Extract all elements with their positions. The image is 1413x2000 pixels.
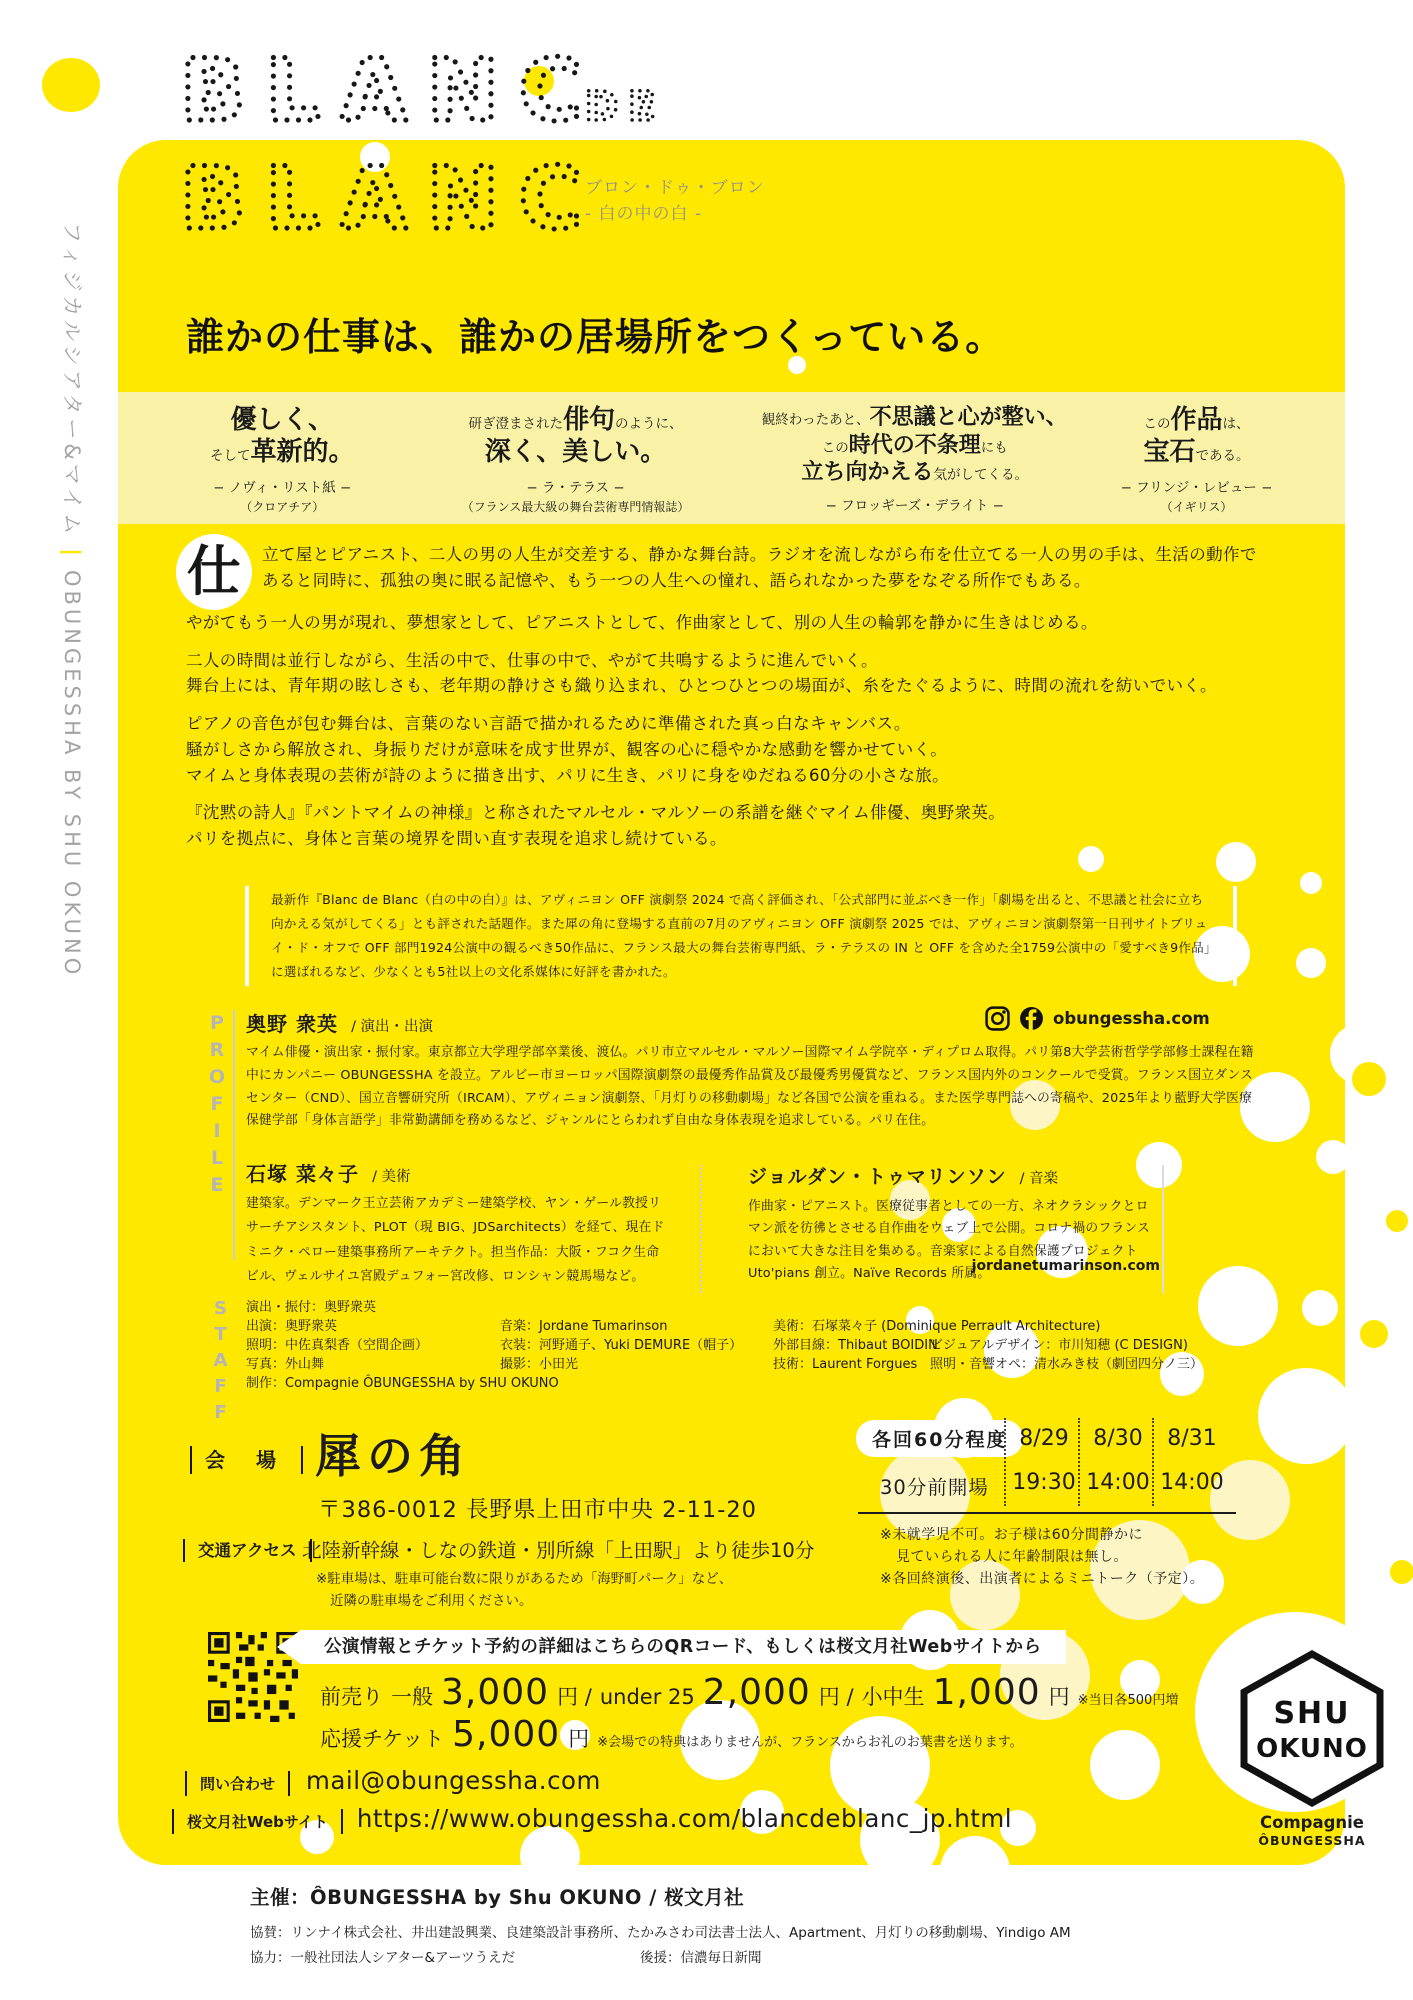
quote-origin: （クロアチア） — [240, 499, 325, 514]
synopsis-text: 二人の時間は並行しながら、生活の中で、仕事の中で、やがて共鳴するように進んでいく。 — [186, 650, 878, 670]
schedule-date: 8/29 — [1019, 1426, 1069, 1451]
profile-name: 石塚 菜々子 — [246, 1162, 359, 1186]
synopsis-paragraph: やがてもう一人の男が現れ、夢想家として、ピアニストとして、作曲家として、別の人生の輪郭を静かに生きはじめる。 — [186, 613, 1098, 632]
support-note: ※会場での特典はありませんが、フランスからお礼のお葉書を送ります。 — [597, 1735, 1023, 1750]
profile-ishizuka-bio: 建築家。デンマーク王立芸術アカデミー建築学校、ヤン・ゲール教授リサーチアシスタント、PLOT（現 BIG、JDSarchitects）を経て、現在ドミニク・ペロー建築事務所アーキテクト。担当作品：大阪・フコク生命ビル、ヴェルサイユ宮殿デュフォー宮改修、ロンシャン競馬場など。 — [246, 1196, 665, 1284]
price-value: 2,000 — [702, 1672, 811, 1713]
quote-text: この — [821, 439, 849, 456]
quote-text: 優しく、 — [230, 404, 334, 435]
venue-address: 〒386-0012 長野県上田市中央 2-11-20 — [318, 1497, 757, 1523]
company-line1: Compagnie — [1260, 1813, 1364, 1832]
profile-ishizuka-header — [246, 1158, 411, 1187]
profile-divider — [233, 1010, 235, 1260]
social-links — [985, 1006, 1210, 1031]
access-note — [316, 1568, 732, 1613]
dropcap: 仕 — [176, 534, 252, 610]
website-label: 桜文月社Webサイト — [172, 1809, 343, 1834]
synopsis-text: マイムと身体表現の芸術が詩のように描き出す、パリに生き、パリに身をゆだねる60分の小さな旅。 — [186, 765, 950, 785]
quote-text: は、 — [1222, 415, 1250, 432]
price-line — [320, 1672, 1178, 1713]
tumarinson-site-link[interactable]: jordanetumarinson.com — [971, 1258, 1160, 1274]
quote-origin: （フランス最大級の舞台芸術専門情報誌） — [461, 499, 690, 514]
quote-text: 時代の不条理 — [848, 431, 981, 458]
headline: 誰かの仕事は、誰かの居場所をつくっている。 — [186, 314, 1005, 359]
schedule-divider — [1004, 1418, 1006, 1506]
access-note-line: ※駐車場は、駐車可能台数に限りがあるため「海野町パーク」など、 — [316, 1571, 733, 1587]
schedule-divider — [1078, 1418, 1080, 1506]
quote-text: この — [1143, 415, 1171, 432]
schedule-note: ※未就学児不可。お子様は60分間静かに — [880, 1527, 1144, 1543]
price-label: 円 — [568, 1727, 590, 1751]
profile-name: ジョルダン・トゥマリンソン — [748, 1166, 1007, 1188]
schedule-time: 14:00 — [1086, 1470, 1150, 1495]
quote-text: にも — [980, 439, 1008, 456]
awards-paragraph: 最新作『Blanc de Blanc（白の中の白）』は、アヴィニヨン OFF 演劇祭 2024 で高く評価され、「公式部門に並ぶべき一作」「劇場を出ると、不思議と社会に立ち向かえる気がしてくる」とも評された話題作。また犀の角に登場する直前の7月のアヴィニヨン OFF 演劇祭 2025 では、アヴィニヨン演劇祭第一日刊サイトブリュイ・ド・オフで OFF 部門1924公演中の観るべき50作品に、フランス最大の舞台芸術専門紙、ラ・テラスの IN と OFF を含めた全1759公演中の「愛すべき9作品」に選ばれるなど、少なくとも5社以上の文化系媒体に好評を書かれた。 — [245, 886, 1237, 986]
title-lockup — [180, 42, 840, 262]
quote-text: のように、 — [615, 415, 683, 432]
profile-role: / 美術 — [372, 1169, 411, 1185]
profile-section-label: PROFILE — [206, 1012, 228, 1201]
company-line2: ÔBUNGESSHA — [1258, 1833, 1366, 1849]
staff-credit: 美術：石塚菜々子 (Dominique Perrault Architecture) — [773, 1319, 1101, 1334]
access-note-line: 近隣の駐車場をご利用ください。 — [330, 1593, 533, 1610]
decor-dot — [1090, 1730, 1160, 1800]
quote-source: − ノヴィ・リスト紙 − — [213, 479, 352, 496]
contact-line — [185, 1766, 601, 1796]
quote-text: 立ち向かえる — [801, 459, 934, 486]
footer-organizer: 主催：ÔBUNGESSHA by Shu OKUNO / 桜文月社 — [250, 1886, 745, 1909]
price-value: 3,000 — [441, 1672, 550, 1713]
quote-origin: （イギリス） — [1160, 499, 1233, 514]
profile-right-divider — [1162, 1165, 1164, 1293]
quote-text: である。 — [1195, 448, 1250, 464]
decor-dot — [1198, 1266, 1278, 1346]
decor-dot — [1296, 948, 1326, 978]
profile-role: / 演出・出演 — [351, 1019, 434, 1035]
quote-text: 研ぎ澄まされた — [468, 415, 563, 432]
staff-credit: 衣装：河野通子、Yuki DEMURE（帽子） — [500, 1338, 743, 1353]
quote-text: 宝石 — [1143, 437, 1196, 467]
price-label: 応援チケット — [320, 1727, 445, 1751]
price-label: 一般 — [391, 1685, 433, 1709]
price-label: 小中生 — [861, 1685, 925, 1709]
footer-sponsors: 協賛：リンナイ株式会社、井出建設興業、良建築設計事務所、たかみさわ司法書士法人、Apartment、月灯りの移動劇場、Yindigo AM — [250, 1925, 1071, 1941]
staff-credit: 外部目線：Thibaut BOIDIN — [773, 1338, 938, 1353]
decor-dot — [1300, 872, 1322, 894]
price-label: 前売り — [320, 1685, 383, 1709]
staff-section-label: STAFF — [210, 1298, 231, 1428]
schedule-time: 19:30 — [1012, 1470, 1076, 1495]
staff-credit: 照明・音響オペ：清水みき枝（劇団四分ノ三） — [930, 1357, 1204, 1372]
decor-dot — [1302, 1290, 1338, 1326]
title-reading — [585, 176, 765, 227]
schedule-time: 14:00 — [1160, 1470, 1224, 1495]
title-line2: BLANC — [180, 149, 602, 249]
quote-text: 革新的。 — [250, 437, 355, 467]
staff-credit: 出演：奥野衆英 — [246, 1319, 338, 1334]
profile-tumarinson-bio: 作曲家・ピアニスト。医療従事者としての一方、ネオクラシックとロマン派を彷彿とさせる自作曲をウェブ上で公開。コロナ禍のフランスにおいて大きな注目を集める。音楽家による自然保護プロジェクト Uto'pians 創立。Naïve Records 所属。 — [748, 1199, 1151, 1282]
synopsis-paragraph — [186, 711, 1266, 788]
quote-text: 不思議と心が整い、 — [869, 404, 1068, 431]
access-label: 交通アクセス — [183, 1537, 312, 1561]
quote-text: 観終わったあと、 — [761, 412, 870, 429]
decor-dot — [520, 1826, 580, 1886]
profile-tumarinson-header — [748, 1162, 1058, 1189]
website-line — [172, 1804, 1012, 1834]
decor-dot — [1136, 1142, 1182, 1188]
staff-credit: 技術：Laurent Forgues — [773, 1357, 918, 1372]
title-de: DE — [585, 84, 666, 130]
synopsis-paragraph — [186, 800, 1266, 851]
staff-credit: 写真：外山舞 — [246, 1357, 325, 1372]
decor-dot — [1258, 1368, 1354, 1464]
staff-credit: 演出・振付：奥野衆英 — [246, 1300, 377, 1315]
footer-cooperation: 協力：一般社団法人シアター&アーツうえだ — [250, 1950, 516, 1966]
quote-la-terrasse — [415, 404, 737, 515]
banner-arrow — [277, 1630, 301, 1664]
synopsis-text: 舞台上には、青年期の眩しさも、老年期の静けさも織り込まれ、ひとつひとつの場面が、糸をたぐるように、時間の流れを紡いでいく。 — [186, 676, 1217, 696]
quote-text: そして — [209, 448, 251, 464]
side-tagline-en: OBUNGESSHA BY SHU OKUNO — [60, 569, 84, 979]
price-label: 円 — [1048, 1685, 1070, 1709]
schedule-date: 8/30 — [1093, 1426, 1143, 1451]
synopsis-text: 『沈黙の詩人』『パントマイムの神様』と称されたマルセル・マルソーの系譜を継ぐマイム俳優、奥野衆英。 — [186, 803, 1006, 823]
side-tagline-jp: フィジカルシアター&マイム — [60, 222, 84, 539]
quote-text: 気がしてくる。 — [933, 467, 1028, 484]
quote-froggys-delight — [737, 404, 1094, 514]
staff-credit: 制作：Compagnie ÔBUNGESSHA by SHU OKUNO — [246, 1376, 559, 1391]
synopsis-paragraph — [186, 648, 1266, 699]
quote-novi-list — [150, 404, 415, 515]
ticket-banner: 公演情報とチケット予約の詳細はこちらのQRコード、もしくは桜文月社Webサイトから — [300, 1630, 1066, 1664]
schedule-divider — [1152, 1418, 1154, 1506]
staff-credit: 撮影：小田光 — [500, 1357, 579, 1372]
decor-dot — [1386, 1210, 1408, 1232]
side-tagline-separator: | — [60, 548, 84, 560]
staff-credit: ビジュアルデザイン：市川知穂 (C DESIGN) — [930, 1338, 1188, 1353]
title-katakana: ブロン・ドゥ・ブロン — [585, 178, 765, 198]
schedule-duration-pill: 各回60分程度 — [856, 1420, 1023, 1457]
synopsis — [186, 539, 1266, 864]
quote-fringe-review — [1093, 404, 1300, 515]
schedule-note: 見ていられる人に年齢制限は無し。 — [896, 1549, 1128, 1565]
price-label: under 25 — [599, 1685, 695, 1709]
footer-backing: 後援：信濃毎日新聞 — [640, 1950, 762, 1966]
venue-label: 会 場 — [190, 1444, 303, 1473]
decor-dot — [1390, 1560, 1413, 1584]
logo-line1: SHU — [1273, 1696, 1351, 1731]
schedule-note: ※各回終演後、出演者によるミニトーク（予定）。 — [880, 1571, 1205, 1587]
price-label: 円 / — [557, 1685, 592, 1709]
quote-text: 俳句 — [562, 404, 615, 435]
support-price-line — [320, 1714, 1023, 1755]
shu-okuno-logo — [1232, 1650, 1392, 1807]
company-name — [1232, 1812, 1392, 1850]
venue-name: 犀の角 — [315, 1429, 471, 1483]
social-domain-link[interactable]: obungessha.com — [1053, 1009, 1210, 1028]
staff-credit: 照明：中佐真梨香（空間企画） — [246, 1338, 429, 1353]
decor-dot — [940, 1836, 1010, 1906]
logo-line2: OKUNO — [1256, 1734, 1368, 1764]
profile-role: / 音楽 — [1019, 1171, 1059, 1187]
profile-okuno-header — [246, 1008, 433, 1037]
title-line1: BLANC — [180, 42, 602, 141]
price-label: 円 / — [818, 1685, 854, 1709]
synopsis-text: ピアノの音色が包む舞台は、言葉のない言語で描かれるために準備された真っ白なキャンバス。 — [186, 714, 911, 734]
decor-dot — [42, 58, 100, 112]
access-text: 北陸新幹線・しなの鉄道・別所線「上田駅」より徒歩10分 — [302, 1539, 815, 1562]
price-value: 5,000 — [452, 1714, 561, 1755]
instagram-icon[interactable] — [985, 1006, 1010, 1031]
price-value: 1,000 — [932, 1672, 1041, 1713]
contact-email-link[interactable]: mail@obungessha.com — [306, 1766, 601, 1795]
quote-source: − フリンジ・レビュー − — [1120, 479, 1273, 496]
title-subtitle: - 白の中の白 - — [585, 203, 703, 224]
staff-credit: 音楽：Jordane Tumarinson — [500, 1319, 668, 1334]
schedule-date: 8/31 — [1167, 1426, 1217, 1451]
quote-text: 深く、美しい。 — [484, 437, 667, 467]
quote-source: − ラ・テラス − — [526, 479, 625, 496]
profile-okuno-bio: マイム俳優・演出家・振付家。東京都立大学理学部卒業後、渡仏。パリ市立マルセル・マルソー国際マイム学院卒・ディプロム取得。パリ第8大学芸術哲学学部修士課程在籍中にカンパニー OBUNGESSHA を設立。アルビー市ヨーロッパ国際演劇祭の最優秀作品賞及び最優秀男優賞など、フランス国内外のコンクールで受賞。フランス国立ダンスセンター（CND）、国立音響研究所（IRCAM）、アヴィニョン演劇祭、「月灯りの移動劇場」など各国で公演を重ねる。また医学専門誌への寄稿や、2025年より藍野大学医療保健学部「身体言語学」非常勤講師を務めるなど、ジャンルにとらわれず自由な身体表現を追求している。パリ在住。 — [246, 1045, 1254, 1129]
synopsis-text: 騒がしさから解放され、身振りだけが意味を成す世界が、観客の心に穏やかな感動を響かせていく。 — [186, 739, 948, 759]
facebook-icon[interactable] — [1019, 1006, 1044, 1031]
quote-text: 作品 — [1170, 404, 1223, 435]
schedule-underline — [858, 1512, 1236, 1514]
press-quotes — [150, 400, 1300, 518]
price-surcharge-note: ※当日各500円増 — [1077, 1693, 1179, 1708]
quote-source: − フロッギーズ・デライト − — [825, 497, 1004, 514]
synopsis-paragraph — [186, 539, 1266, 603]
synopsis-text: 立て屋とピアニスト、二人の男の人生が交差する、静かな舞台詩。ラジオを流しながら布を仕立てる一人の男の手は、生活の動作であると同時に、孤独の奥に眠る記憶や、もう一つの人生への憧れ、語られなかった夢をなぞる所作でもある。 — [262, 545, 1257, 590]
synopsis-text: パリを拠点に、身体と言葉の境界を問い直す表現を追求し続けている。 — [186, 829, 727, 849]
decor-dot — [1316, 1140, 1350, 1174]
profile-column-divider — [700, 1165, 702, 1293]
contact-label: 問い合わせ — [185, 1771, 290, 1796]
decor-dot — [1360, 1320, 1388, 1348]
website-url-link[interactable]: https://www.obungessha.com/blancdeblanc_jp.html — [356, 1804, 1013, 1833]
side-tagline — [58, 222, 88, 978]
decor-dot — [1352, 1062, 1386, 1096]
schedule-open-label: 30分前開場 — [880, 1476, 989, 1499]
profile-name: 奥野 衆英 — [246, 1012, 338, 1036]
